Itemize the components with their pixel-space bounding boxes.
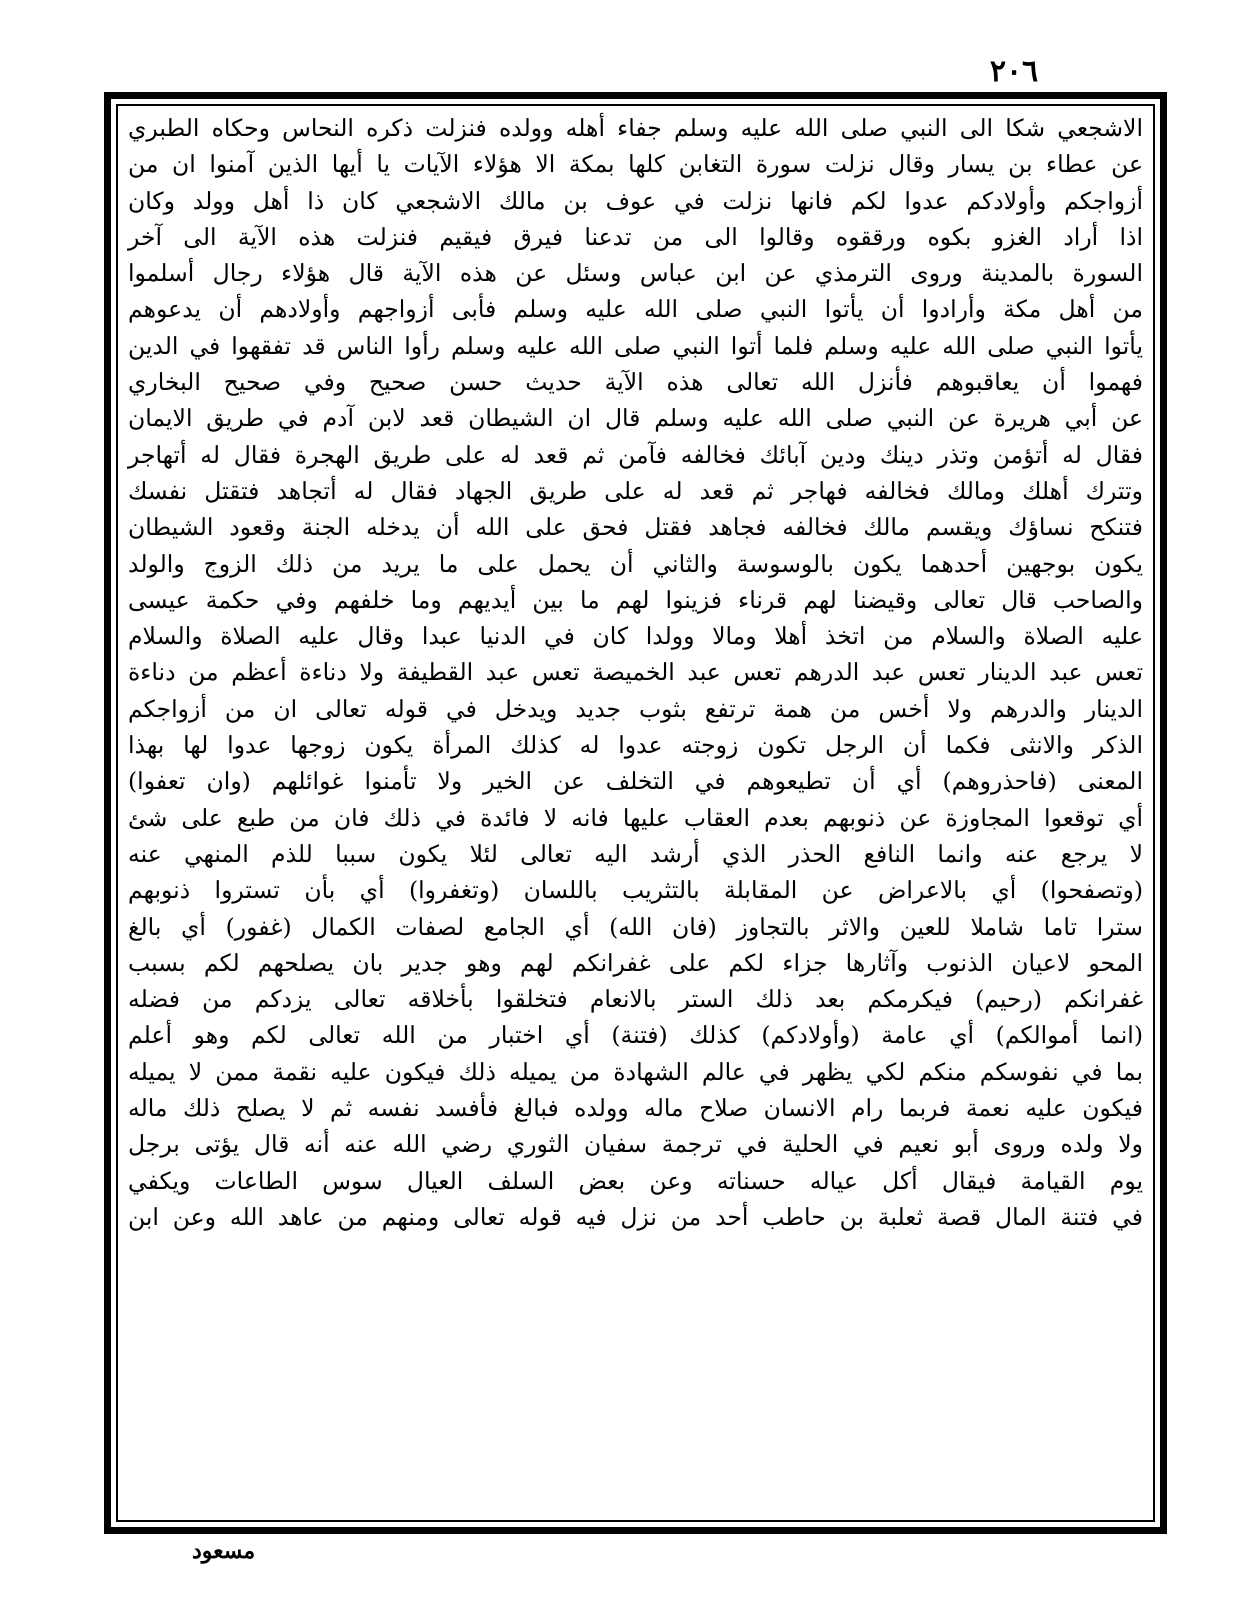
text-line: أي توقعوا المجاوزة عن ذنوبهم بعدم العقاب عليها فانه لا فائدة في ذلك فان من طبع على شئ xyxy=(128,803,1143,832)
catchword: مسعود xyxy=(192,1538,256,1564)
text-line: ولا ولده وروى أبو نعيم في الحلية في ترجمة سفيان الثوري رضي الله عنه أنه قال يؤتى برجل xyxy=(128,1130,1143,1159)
text-line: غفرانكم (رحيم) فيكرمكم بعد ذلك الستر بالانعام فتخلقوا بأخلاقه تعالى يزدكم من فضله xyxy=(128,985,1143,1014)
text-line: الدينار والدرهم ولا أخس من همة ترتفع بثوب جديد ويدخل في قوله تعالى ان من أزواجكم xyxy=(128,694,1143,723)
text-line: يأتوا النبي صلى الله عليه وسلم فلما أتوا النبي صلى الله عليه وسلم رأوا الناس قد تفقهوا في الدين xyxy=(128,331,1143,360)
text-line: بما في نفوسكم منكم لكي يظهر في عالم الشهادة من يميله ذلك فيكون عليه نقمة ممن لا يميله xyxy=(128,1057,1143,1086)
text-line: المحو لاعيان الذنوب وآثارها جزاء لكم على غفرانكم لهم وهو جدير بان يصلحهم لكم بسبب xyxy=(128,948,1143,977)
text-line: المعنى (فاحذروهم) أي أن تطيعوهم في التخلف عن الخير ولا تأمنوا غوائلهم (وان تعفوا) xyxy=(128,767,1143,796)
text-line: وتترك أهلك ومالك فخالفه فهاجر ثم قعد له على طريق الجهاد فقال له أتجاهد فتقتل نفسك xyxy=(128,476,1143,505)
page-number: ٢٠٦ xyxy=(989,54,1039,89)
text-line: (انما أموالكم) أي عامة (وأولادكم) كذلك (فتنة) أي اختبار من الله تعالى لكم وهو أعلم xyxy=(128,1021,1143,1050)
text-line: لا يرجع عنه وانما النافع الحذر الذي أرشد اليه تعالى لئلا يكون سببا للذم المنهي عنه xyxy=(128,839,1143,868)
text-line: سترا تاما شاملا للعين والاثر بالتجاوز (فان الله) أي الجامع لصفات الكمال (غفور) أي بالغ xyxy=(128,912,1143,941)
text-line: عن أبي هريرة عن النبي صلى الله عليه وسلم قال ان الشيطان قعد لابن آدم في طريق الايمان xyxy=(128,404,1143,433)
text-line: السورة بالمدينة وروى الترمذي عن ابن عباس وسئل عن هذه الآية قال هؤلاء رجال أسلموا xyxy=(128,259,1143,288)
text-line: الاشجعي شكا الى النبي صلى الله عليه وسلم جفاء أهله وولده فنزلت ذكره النحاس وحكاه الطبري xyxy=(128,114,1143,142)
text-line: فقال له أتؤمن وتذر دينك ودين آبائك فخالفه فآمن ثم قعد له على طريق الهجرة فقال له أتهاجر xyxy=(128,440,1143,469)
text-line: فتنكح نساؤك ويقسم مالك فخالفه فجاهد فقتل فحق على الله أن يدخله الجنة وقعود الشيطان xyxy=(128,513,1143,542)
text-line: اذا أراد الغزو بكوه ورققوه وقالوا الى من تدعنا فيرق فيقيم فنزلت هذه الآية الى آخر xyxy=(128,222,1143,251)
text-line: فهموا أن يعاقبوهم فأنزل الله تعالى هذه الآية حديث حسن صحيح وفي صحيح البخاري xyxy=(128,368,1143,397)
text-line: والصاحب قال تعالى وقيضنا لهم قرناء فزينوا لهم ما بين أيديهم وما خلفهم وفي حكمة عيسى xyxy=(128,585,1143,614)
text-line: عن عطاء بن يسار وقال نزلت سورة التغابن كلها بمكة الا هؤلاء الآيات يا أيها الذين آمنوا ان من xyxy=(128,150,1143,179)
text-line: فيكون عليه نعمة فربما رام الانسان صلاح ماله وولده فبالغ فأفسد نفسه ثم لا يصلح ذلك ماله xyxy=(128,1094,1143,1123)
text-line: أزواجكم وأولادكم عدوا لكم فانها نزلت في عوف بن مالك الاشجعي كان ذا أهل وولد وكان xyxy=(128,186,1143,215)
text-line: تعس عبد الدينار تعس عبد الدرهم تعس عبد الخميصة تعس عبد القطيفة ولا دناءة أعظم من دناءة xyxy=(128,658,1143,687)
text-line: يكون بوجهين أحدهما يكون بالوسوسة والثاني أن يحمل على ما يريد من ذلك الزوج والولد xyxy=(128,549,1143,578)
text-line: الذكر والانثى فكما أن الرجل تكون زوجته عدوا له كذلك المرأة يكون زوجها عدوا لها بهذا xyxy=(128,731,1143,760)
text-block xyxy=(122,110,1149,1516)
text-line: في فتنة المال قصة ثعلبة بن حاطب أحد من نزل فيه قوله تعالى ومنهم من عاهد الله وعن ابن xyxy=(128,1202,1143,1231)
text-line: (وتصفحوا) أي بالاعراض عن المقابلة بالتثريب باللسان (وتغفروا) أي بأن تستروا ذنوبهم xyxy=(128,876,1143,905)
text-line: من أهل مكة وأرادوا أن يأتوا النبي صلى الله عليه وسلم فأبى أزواجهم وأولادهم أن يدعوهم xyxy=(128,295,1143,324)
text-line: يوم القيامة فيقال أكل عياله حسناته وعن بعض السلف العيال سوس الطاعات ويكفي xyxy=(128,1166,1143,1195)
text-line: عليه الصلاة والسلام من اتخذ أهلا ومالا وولدا كان في الدنيا عبدا وقال عليه الصلاة والسلام xyxy=(128,622,1143,651)
